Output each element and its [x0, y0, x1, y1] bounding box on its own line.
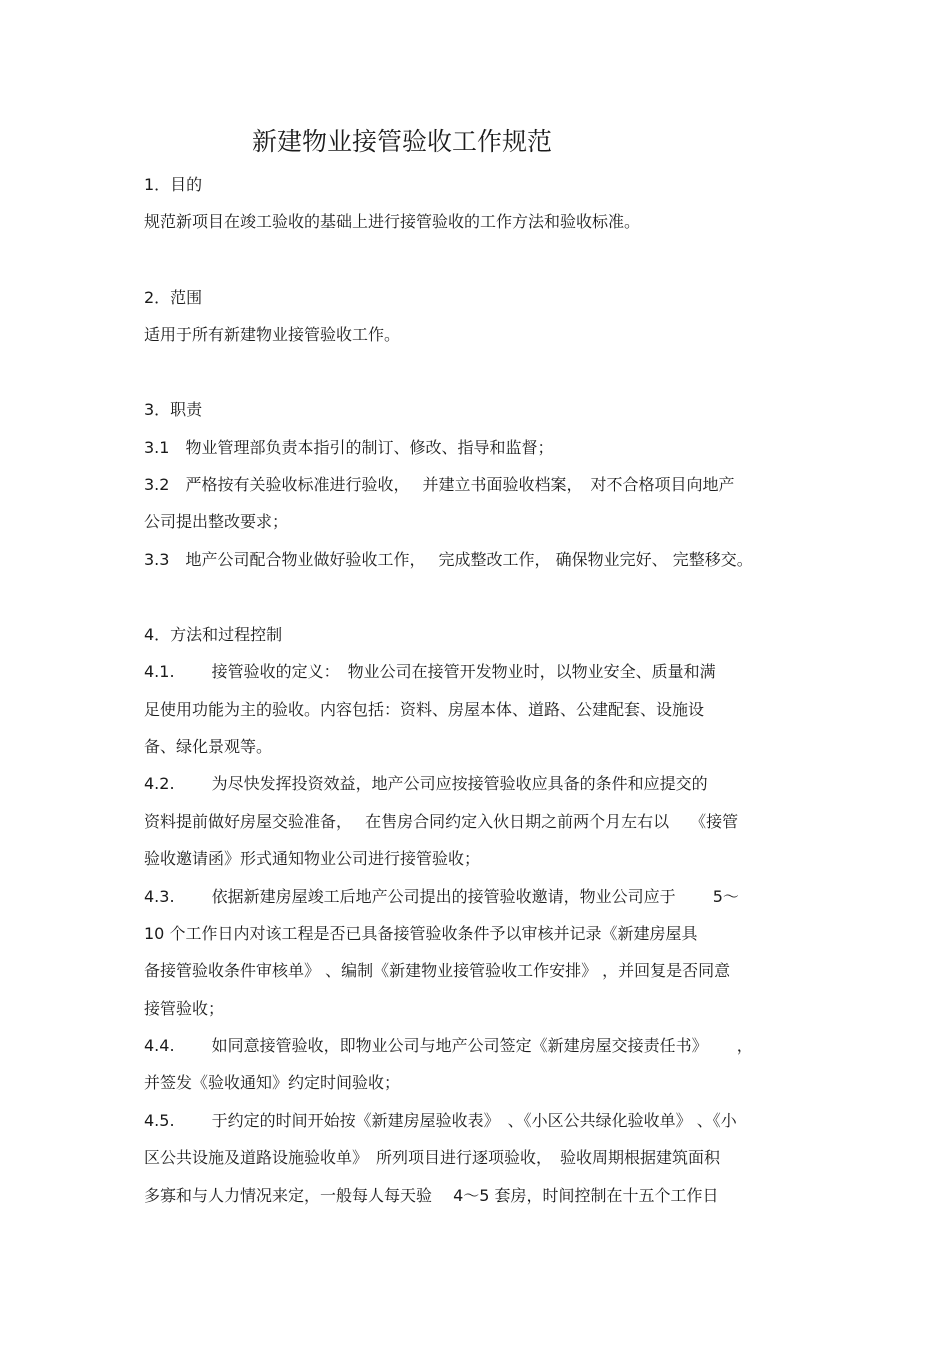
paragraph-line: 验收邀请函》形式通知物业公司进行接管验收；	[144, 849, 481, 868]
paragraph-line: 3.2 严格按有关验收标准进行验收， 并建立书面验收档案， 对不合格项目向地产	[144, 475, 735, 494]
paragraph-line: 4.4. 如同意接管验收，即物业公司与地产公司签定《新建房屋交接责任书》 ，	[144, 1036, 753, 1055]
paragraph-line: 10 个工作日内对该工程是否已具备接管验收条件予以审核并记录《新建房屋具	[144, 924, 698, 943]
paragraph-line: 多寡和与人力情况来定，一般每人每天验 4～5 套房，时间控制在十五个工作日	[144, 1186, 719, 1205]
section-heading-scope: 2．范围	[144, 288, 203, 307]
paragraph-line: 适用于所有新建物业接管验收工作。	[144, 325, 401, 344]
paragraph-line: 规范新项目在竣工验收的基础上进行接管验收的工作方法和验收标准。	[144, 212, 641, 231]
paragraph-line: 资料提前做好房屋交验准备， 在售房合同约定入伙日期之前两个月左右以 《接管	[144, 812, 739, 831]
section-heading-purpose: 1．目的	[144, 175, 203, 194]
paragraph-line: 4.5. 于约定的时间开始按《新建房屋验收表》 、《小区公共绿化验收单》 、《小	[144, 1111, 737, 1130]
paragraph-line: 4.2. 为尽快发挥投资效益，地产公司应按接管验收应具备的条件和应提交的	[144, 774, 708, 793]
paragraph-line: 并签发《验收通知》约定时间验收；	[144, 1073, 401, 1092]
section-heading-duties: 3．职责	[144, 400, 203, 419]
paragraph-line: 接管验收；	[144, 999, 225, 1018]
paragraph-line: 4.1. 接管验收的定义： 物业公司在接管开发物业时，以物业安全、质量和满	[144, 662, 716, 681]
paragraph-line: 3.1 物业管理部负责本指引的制订、修改、指导和监督；	[144, 438, 554, 457]
paragraph-line: 区公共设施及道路设施验收单》 所列项目进行逐项验收， 验收周期根据建筑面积	[144, 1148, 721, 1167]
document-title: 新建物业接管验收工作规范	[252, 127, 553, 156]
paragraph-line: 足使用功能为主的验收。内容包括：资料、房屋本体、道路、公建配套、设施设	[144, 700, 705, 719]
paragraph-line: 4.3. 依据新建房屋竣工后地产公司提出的接管验收邀请，物业公司应于 5～	[144, 887, 739, 906]
paragraph-line: 公司提出整改要求；	[144, 512, 289, 531]
paragraph-line: 备、绿化景观等。	[144, 737, 273, 756]
paragraph-line: 3.3 地产公司配合物业做好验收工作， 完成整改工作， 确保物业完好、 完整移交。	[144, 550, 753, 569]
paragraph-line: 备接管验收条件审核单》 、编制《新建物业接管验收工作安排》 ，并回复是否同意	[144, 961, 731, 980]
section-heading-methods: 4．方法和过程控制	[144, 625, 283, 644]
